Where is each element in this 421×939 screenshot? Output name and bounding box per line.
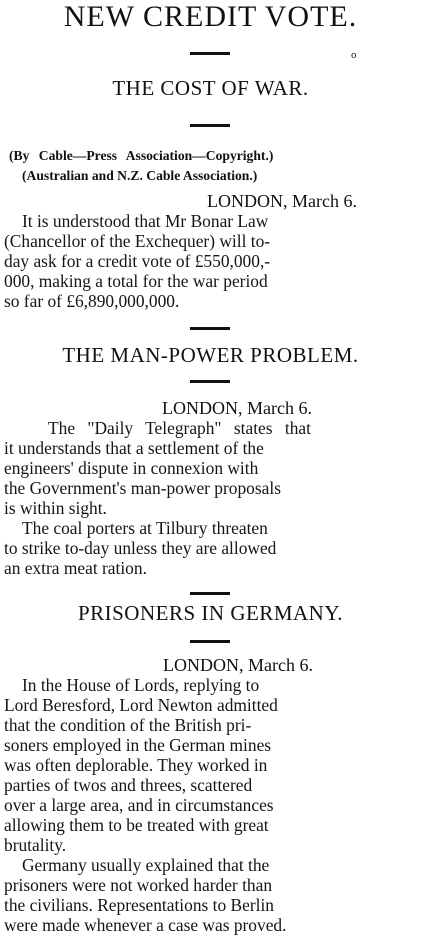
divider-rule — [190, 380, 230, 383]
article-line: The "Daily Telegraph" states that — [48, 418, 311, 438]
divider-rule — [190, 592, 230, 595]
article-line: day ask for a credit vote of £550,000,- — [4, 251, 271, 271]
article-line: (Chancellor of the Exchequer) will to- — [4, 231, 271, 251]
divider-rule — [190, 52, 230, 55]
article-line: the Government's man-power proposals — [4, 478, 281, 498]
article-line: brutality. — [4, 835, 67, 855]
article-line: so far of £6,890,000,000. — [4, 291, 180, 311]
article-line: it understands that a settlement of the — [4, 438, 264, 458]
article-line: parties of twos and threes, scattered — [4, 775, 253, 795]
article-line: soners employed in the German mines — [4, 735, 272, 755]
article-line: Lord Beresford, Lord Newton admitted — [4, 695, 278, 715]
headline: NEW CREDIT VOTE. — [63, 0, 358, 33]
article-line: engineers' dispute in connexion with — [4, 458, 259, 478]
dateline: LONDON, March 6. — [163, 655, 313, 675]
credit-line: (By Cable—Press Association—Copyright.) — [9, 148, 274, 163]
article-line: allowing them to be treated with great — [4, 815, 269, 835]
stray-mark: o — [351, 51, 357, 61]
section-heading: THE MAN-POWER PROBLEM. — [62, 343, 359, 367]
article-line: an extra meat ration. — [4, 558, 147, 578]
article-line: In the House of Lords, replying to — [22, 675, 260, 695]
section-heading: PRISONERS IN GERMANY. — [77, 601, 344, 625]
article-line: Germany usually explained that the — [22, 855, 270, 875]
divider-rule — [190, 327, 230, 330]
divider-rule — [190, 640, 230, 643]
article-line: were made whenever a case was proved. — [4, 915, 287, 935]
article-line: prisoners were not worked harder than — [4, 875, 273, 895]
section-heading: THE COST OF WAR. — [112, 76, 309, 100]
article-line: is within sight. — [4, 498, 107, 518]
article-line: over a large area, and in circumstances — [4, 795, 274, 815]
article-line: It is understood that Mr Bonar Law — [22, 211, 269, 231]
credit-line: (Australian and N.Z. Cable Association.) — [22, 168, 258, 183]
article-line: the civilians. Representations to Berlin — [4, 895, 274, 915]
dateline: LONDON, March 6. — [162, 398, 312, 418]
article-line: 000, making a total for the war period — [4, 271, 268, 291]
article-line: to strike to-day unless they are allowed — [4, 538, 277, 558]
article-line: The coal porters at Tilbury threaten — [22, 518, 268, 538]
dateline: LONDON, March 6. — [207, 191, 357, 211]
article-line: that the condition of the British pri- — [4, 715, 252, 735]
divider-rule — [190, 124, 230, 127]
article-line: was often deplorable. They worked in — [4, 755, 268, 775]
